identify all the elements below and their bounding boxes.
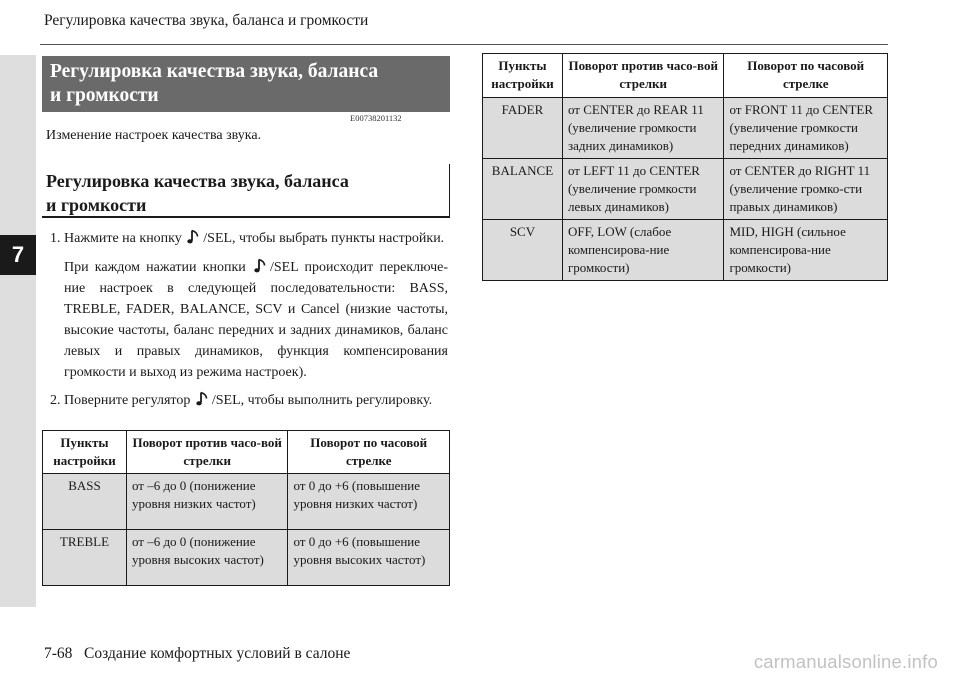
subsection-rule [449, 164, 450, 218]
table-row [43, 530, 450, 586]
chapter-side-strip [0, 55, 36, 607]
step-2 [50, 390, 448, 411]
cell-ccw: от –6 до 0 (понижение уровня высоких частот) [126, 530, 288, 586]
section-title-line-1: Регулировка качества звука, баланса [50, 61, 379, 82]
chapter-tab: 7 [0, 235, 36, 275]
step-2-number: 2. [50, 393, 61, 408]
section-title-line-2: и громкости [50, 85, 159, 106]
header-counterclockwise: Поворот против часо-вой стрелки [126, 431, 288, 474]
step-2-body [64, 390, 448, 411]
subsection-title-line-2: и громкости [46, 195, 147, 215]
step-1-body [64, 228, 448, 383]
header-clockwise: Поворот по часовой стрелке [724, 54, 888, 98]
step-1 [50, 228, 448, 383]
header-clockwise: Поворот по часовой стрелке [288, 431, 450, 474]
section-code: E00738201132 [350, 113, 402, 123]
step-1-p2-text-b: /SEL происходит переключе-ние настроек в следующей последовательности: BASS, TREBLE, FADER, BALANCE, SCV и Cancel (низкие частоты, высокие частоты, баланс передних и задних динамиков, баланс левых и правых динамиков, функция компенсирования громкости и выход из режима настроек). [64, 260, 449, 380]
table-header-row [43, 431, 450, 474]
header-settings-item: Пункты настройки [483, 54, 563, 98]
step-1-p2-text-a: При каждом нажатии кнопки [64, 260, 246, 275]
cell-ccw: от CENTER до REAR 11 (увеличение громкости задних динамиков) [562, 98, 724, 159]
table-row [483, 159, 888, 220]
step-2-text-a: Поверните регулятор [64, 393, 191, 408]
param-balance: BALANCE [483, 159, 563, 220]
cell-cw: MID, HIGH (сильное компенсирова-ние громкости) [724, 220, 888, 281]
section-intro: Изменение настроек качества звука. [46, 128, 262, 143]
step-1-text-a: Нажмите на кнопку [64, 231, 182, 246]
footer-chapter-title: Создание комфортных условий в салоне [84, 645, 351, 662]
step-1-paragraph-2 [64, 257, 448, 383]
step-1-number: 1. [50, 231, 61, 246]
param-fader: FADER [483, 98, 563, 159]
param-treble: TREBLE [43, 530, 127, 586]
table-row [43, 474, 450, 530]
table-row [483, 220, 888, 281]
header-rule [40, 44, 888, 45]
cell-ccw: от LEFT 11 до CENTER (увеличение громкости левых динамиков) [562, 159, 724, 220]
cell-cw: от 0 до +6 (повышение уровня низких частот) [288, 474, 450, 530]
table-header-row [483, 54, 888, 98]
cell-cw: от CENTER до RIGHT 11 (увеличение громко-сти правых динамиков) [724, 159, 888, 220]
step-1-paragraph-1 [64, 228, 448, 249]
subsection-title-line-1: Регулировка качества звука, баланса [46, 171, 349, 191]
music-note-icon [253, 258, 269, 274]
section-title [42, 56, 450, 112]
step-1-text-b: /SEL, чтобы выбрать пункты настройки. [203, 231, 445, 246]
cell-ccw: OFF, LOW (слабое компенсирова-ние громкости) [562, 220, 724, 281]
table-row [483, 98, 888, 159]
music-note-icon [186, 229, 202, 245]
cell-cw: от FRONT 11 до CENTER (увеличение громкости передних динамиков) [724, 98, 888, 159]
settings-table-left [42, 430, 450, 586]
cell-cw: от 0 до +6 (повышение уровня высоких частот) [288, 530, 450, 586]
header-settings-item: Пункты настройки [43, 431, 127, 474]
instruction-steps [50, 228, 448, 411]
page-footer [44, 645, 350, 663]
cell-ccw: от –6 до 0 (понижение уровня низких частот) [126, 474, 288, 530]
header-counterclockwise: Поворот против часо-вой стрелки [562, 54, 724, 98]
music-note-icon [195, 391, 211, 407]
param-scv: SCV [483, 220, 563, 281]
page-number: 7-68 [44, 645, 73, 662]
subsection-title [42, 164, 450, 218]
page-header-title: Регулировка качества звука, баланса и громкости [44, 12, 369, 29]
settings-table-right [482, 53, 888, 281]
step-2-text-b: /SEL, чтобы выполнить регулировку. [211, 393, 433, 408]
param-bass: BASS [43, 474, 127, 530]
watermark: carmanualsonline.info [753, 651, 938, 672]
